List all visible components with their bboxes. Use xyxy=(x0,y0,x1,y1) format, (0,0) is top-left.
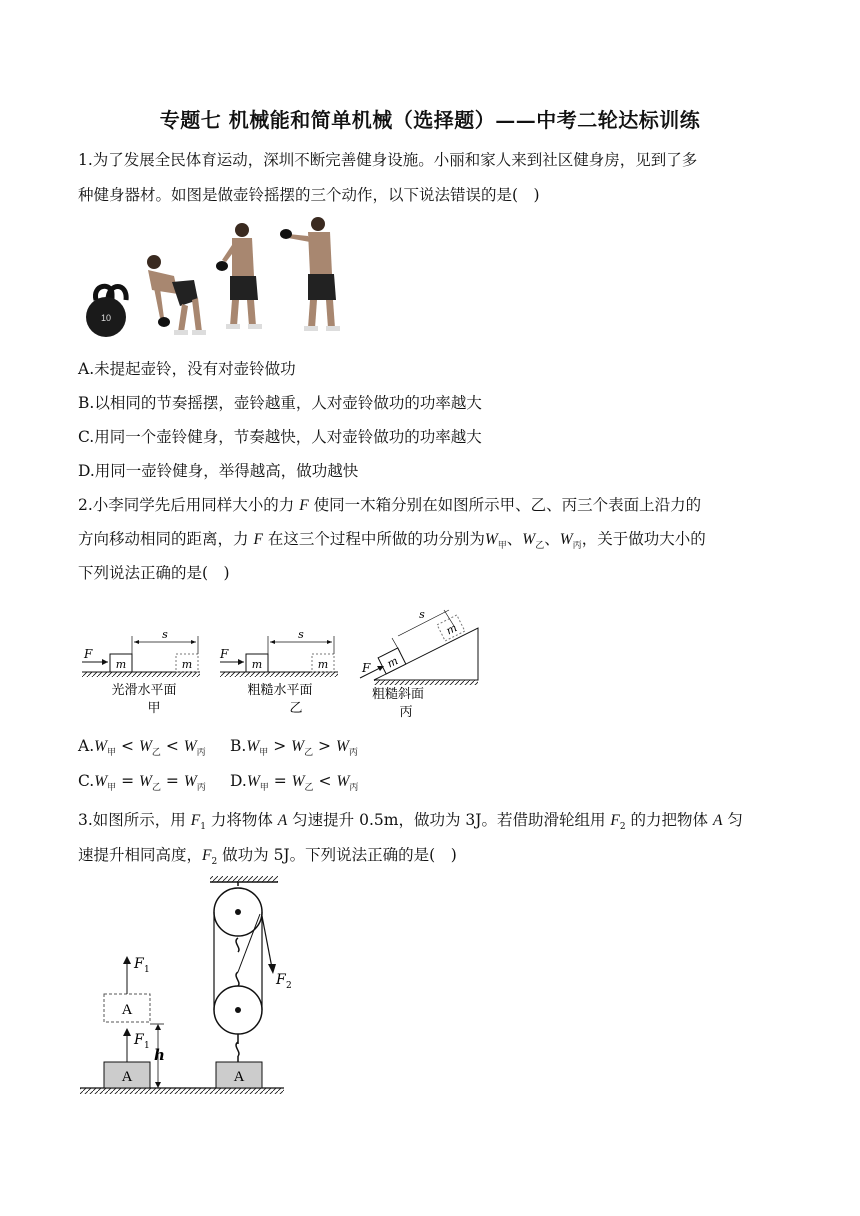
svg-text:F: F xyxy=(362,661,371,675)
svg-text:m: m xyxy=(317,658,329,671)
q2-option-b[interactable]: $B.W_甲 > W_乙 > W_丙$ xyxy=(230,737,358,759)
svg-text:s: s xyxy=(162,628,168,641)
svg-text:m: m xyxy=(385,654,401,671)
svg-text:1: 1 xyxy=(144,1041,150,1051)
svg-text:F: F xyxy=(134,956,144,972)
surface-rough-incline xyxy=(360,608,478,720)
svg-text:A: A xyxy=(121,1069,133,1085)
svg-text:1: 1 xyxy=(144,965,150,975)
svg-text:m: m xyxy=(115,658,127,671)
q2-surfaces-figure xyxy=(78,596,488,722)
svg-text:F: F xyxy=(220,647,229,661)
q2-option-a[interactable]: $A.W_甲 < W_乙 < W_丙$ xyxy=(78,737,206,759)
kettlebell-swing-figure xyxy=(82,214,344,342)
svg-text:乙: 乙 xyxy=(289,701,303,716)
svg-text:A: A xyxy=(121,1002,133,1018)
q3-stem-line2: 速提升相同高度，$F_2$ 做功为 5J。下列说法正确的是( ) xyxy=(78,846,457,868)
svg-text:m: m xyxy=(251,658,263,671)
page-title: 专题七 机械能和简单机械（选择题）——中考二轮达标训练 xyxy=(159,108,701,132)
person-bent-figure xyxy=(147,255,206,335)
svg-text:丙: 丙 xyxy=(399,705,413,720)
surface-rough-horizontal xyxy=(219,628,338,716)
q1-stem-line1: 1.为了发展全民体育运动，深圳不断完善健身设施。小丽和家人来到社区健身房，见到了多 xyxy=(78,151,698,169)
q1-option-d[interactable]: D.用同一壶铃健身，举得越高，做功越快 xyxy=(78,462,359,480)
q2-option-d[interactable]: $D.W_甲 = W_乙 < W_丙$ xyxy=(230,772,359,794)
person-top-swing-figure xyxy=(280,217,340,331)
svg-text:粗糙斜面: 粗糙斜面 xyxy=(371,687,425,702)
svg-text:F: F xyxy=(84,647,93,661)
svg-text:F: F xyxy=(134,1032,144,1048)
svg-text:粗糙水平面: 粗糙水平面 xyxy=(247,683,313,698)
q2-stem-line2: 方向移动相同的距离，力 F 在这三个过程中所做的功分别为$W_甲$、$W_乙$、$W_丙$，关于做功大小的 xyxy=(78,530,706,552)
pulley-system xyxy=(210,876,292,1088)
svg-text:s: s xyxy=(298,628,304,641)
svg-text:光滑水平面: 光滑水平面 xyxy=(111,683,177,698)
q3-stem-line1: 3.如图所示，用 $F_1$ 力将物体 A 匀速提升 0.5m，做功为 3J。若借助滑轮组用 $F_2$ 的力把物体 A 匀 xyxy=(78,811,743,833)
svg-text:h: h xyxy=(154,1046,165,1064)
kettlebell-number: 10 xyxy=(100,313,112,323)
svg-text:s: s xyxy=(419,608,425,621)
q1-option-c[interactable]: C.用同一个壶铃健身，节奏越快，人对壶铃做功的功率越大 xyxy=(78,428,482,446)
block-a-direct-lift xyxy=(104,956,165,1088)
svg-text:2: 2 xyxy=(286,981,292,991)
q2-option-c[interactable]: $C.W_甲 = W_乙 = W_丙$ xyxy=(78,772,206,794)
svg-text:m: m xyxy=(181,658,193,671)
q2-stem-line1: 2.小李同学先后用同样大小的力 F 使同一木箱分别在如图所示甲、乙、丙三个表面上沿力的 xyxy=(78,496,702,514)
q2-stem-line3: 下列说法正确的是( ) xyxy=(78,564,230,582)
svg-text:F: F xyxy=(276,972,286,988)
q1-option-a[interactable]: A.未提起壶铃，没有对壶铃做功 xyxy=(78,360,296,378)
person-mid-swing-figure xyxy=(216,223,262,329)
kettlebell-icon xyxy=(86,286,126,337)
svg-text:m: m xyxy=(444,621,460,638)
surface-smooth-horizontal xyxy=(82,628,200,716)
q1-option-b[interactable]: B.以相同的节奏摇摆，壶铃越重，人对壶铃做功的功率越大 xyxy=(78,394,482,412)
svg-text:A: A xyxy=(233,1069,245,1085)
q3-pulley-figure xyxy=(78,876,298,1104)
q1-stem-line2: 种健身器材。如图是做壶铃摇摆的三个动作，以下说法错误的是( ) xyxy=(78,186,540,204)
svg-text:甲: 甲 xyxy=(147,701,161,716)
